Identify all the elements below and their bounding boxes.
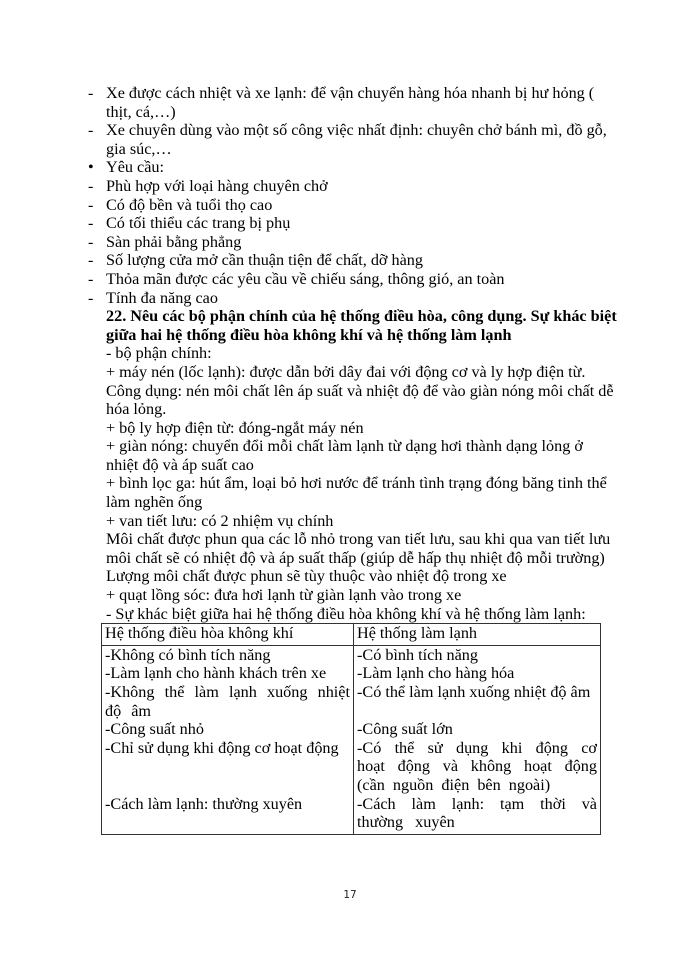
list-item-text: Tính đa năng cao: [106, 288, 218, 307]
list-item-text: Có tối thiểu các trang bị phụ: [106, 214, 291, 233]
paragraph: + giàn nóng: chuyển đổi mỗi chất làm lạnh từ dạng hơi thành dạng lỏng ở nhiệt độ và áp suất cao: [106, 437, 583, 474]
dash-marker: -: [88, 121, 94, 140]
dash-marker: -: [88, 195, 94, 214]
comparison-table: [101, 623, 601, 835]
paragraph: + máy nén (lốc lạnh): được dẫn bởi dây đai với động cơ và ly hợp điện từ.: [106, 362, 586, 381]
column-header: Hệ thống điều hòa không khí: [102, 624, 354, 646]
dash-marker: -: [88, 251, 94, 270]
paragraph: + bình lọc ga: hút ẩm, loại bỏ hơi nước để tránh tình trạng đóng băng tinh thể làm nghẽn ống: [106, 474, 607, 512]
list-item: [88, 233, 618, 252]
list-item: [88, 177, 618, 196]
dash-marker: -: [88, 232, 94, 251]
list-item-text: Có độ bền và tuổi thọ cao: [106, 195, 273, 214]
page-number: 17: [343, 889, 357, 901]
table-cell: -Có bình tích năng -Làm lạnh cho hàng hóa -Có thể làm lạnh xuống nhiệt độ âm -Công suất lớn -Có thể sử dụng khi động cơ hoạt động và không hoạt động (cần nguồn điện bên ngoài) -Cách làm lạnh: tạm thời và thường xuyên: [354, 645, 601, 834]
dash-marker: -: [88, 176, 94, 195]
list-item-text: Thỏa mãn được các yêu cầu về chiếu sáng, thông gió, an toàn: [106, 269, 505, 288]
list-item-text: Xe chuyên dùng vào một số công việc nhất định: chuyên chở bánh mì, đồ gỗ, gia súc,…: [106, 121, 607, 158]
list-item: [88, 251, 618, 270]
paragraph: - bộ phận chính:: [106, 344, 212, 363]
list-item: [88, 270, 618, 289]
list-item: [88, 121, 618, 158]
paragraph: Công dụng: nén môi chất lên áp suất và nhiệt độ để vào giàn nóng môi chất dễ hóa lỏng.: [106, 381, 614, 419]
list-item-text: Yêu cầu:: [106, 158, 164, 177]
list-item-text: Phù hợp với loại hàng chuyên chở: [106, 176, 328, 195]
page-content: [88, 84, 618, 835]
list-item-text: Sàn phải bằng phẳng: [106, 232, 242, 251]
table-row: [102, 645, 601, 834]
question-heading: 22. Nêu các bộ phận chính của hệ thống điều hòa, công dụng. Sự khác biệt giữa hai hệ thống điều hòa không khí và hệ thống làm lạnh: [106, 307, 617, 344]
dash-marker: -: [88, 214, 94, 233]
dash-marker: -: [88, 269, 94, 288]
list-item: [88, 214, 618, 233]
dash-marker: -: [88, 288, 94, 307]
paragraph: Môi chất được phun qua các lỗ nhỏ trong van tiết lưu, sau khi qua van tiết lưu môi chất sẽ có nhiệt độ và áp suất thấp (giúp dễ hấp thụ nhiệt độ mỗi trường): [106, 530, 611, 567]
list-item: [88, 196, 618, 215]
list-item-text: Số lượng cửa mở cần thuận tiện để chất, dỡ hàng: [106, 251, 423, 270]
paragraph: + quạt lồng sóc: đưa hơi lạnh từ giàn lạnh vào trong xe: [106, 586, 462, 605]
list-item-text: Xe được cách nhiệt và xe lạnh: để vận chuyển hàng hóa nhanh bị hư hỏng ( thịt, cá,…): [106, 84, 595, 121]
bullet-icon: •: [88, 158, 94, 177]
paragraph: Lượng môi chất được phun sẽ tùy thuộc vào nhiệt độ trong xe: [106, 567, 507, 586]
list-item: [88, 84, 618, 121]
column-header: Hệ thống làm lạnh: [354, 624, 601, 646]
table-header-row: [102, 624, 601, 646]
list-item: [88, 289, 618, 308]
paragraph: + van tiết lưu: có 2 nhiệm vụ chính: [106, 511, 334, 530]
dash-marker: -: [88, 84, 94, 102]
list-item: [88, 158, 618, 177]
table-cell: -Không có bình tích năng -Làm lạnh cho hành khách trên xe -Không thể làm lạnh xuống nhiệt độ âm -Công suất nhỏ -Chỉ sử dụng khi động cơ hoạt động -Cách làm lạnh: thường xuyên: [102, 645, 354, 834]
paragraph: + bộ ly hợp điện từ: đóng-ngắt máy nén: [106, 418, 364, 437]
paragraph: - Sự khác biệt giữa hai hệ thống điều hòa không khí và hệ thống làm lạnh:: [106, 604, 586, 623]
